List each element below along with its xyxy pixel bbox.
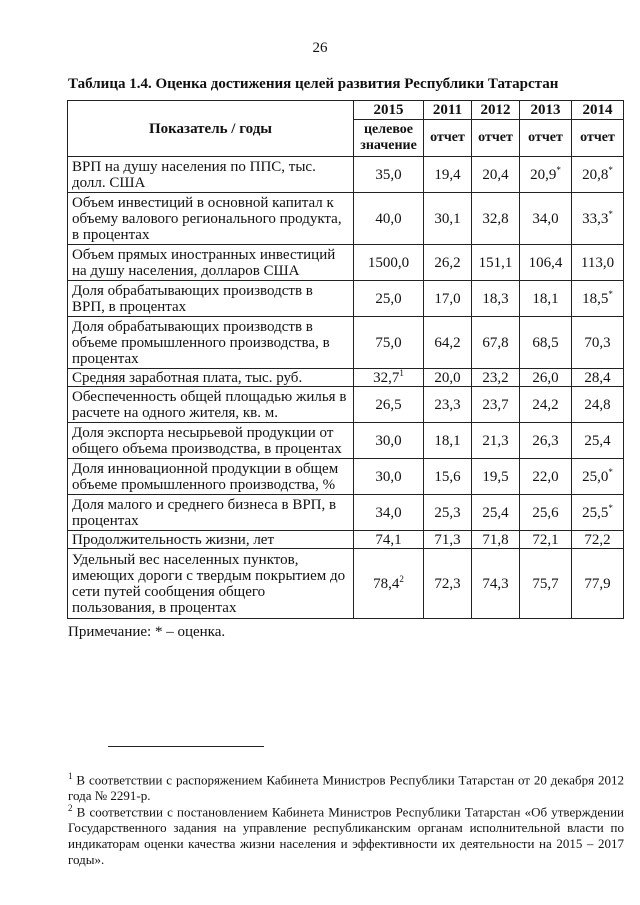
indicator-label: Объем прямых иностранных инвестиций на душу населения, долларов США (68, 245, 354, 281)
year-header: 2014 (572, 101, 624, 120)
value-text: 71,3 (434, 531, 461, 548)
report-value-cell (424, 531, 472, 549)
value-text: 20,8 (582, 166, 609, 183)
report-value-cell (424, 157, 472, 193)
value-text: 33,3 (582, 210, 609, 227)
table-row (68, 459, 624, 495)
target-value-cell (354, 423, 424, 459)
table-row (68, 495, 624, 531)
indicators-table (67, 100, 624, 619)
report-value-cell (520, 157, 572, 193)
report-value-cell (424, 245, 472, 281)
report-value-cell (472, 423, 520, 459)
report-value-cell (520, 549, 572, 619)
report-value-cell (424, 281, 472, 317)
value-text: 15,6 (434, 468, 461, 485)
indicator-label: Удельный вес населенных пунктов, имеющих дороги с твердым покрытием до сети путей сообщения общего пользования, в процентах (68, 549, 354, 619)
report-subheader: отчет (520, 120, 572, 157)
table-title: Таблица 1.4. Оценка достижения целей развития Республики Татарстан (68, 76, 559, 92)
footnote-mark: 1 (68, 771, 73, 781)
value-text: 20,0 (434, 369, 461, 386)
page-number: 26 (312, 40, 328, 56)
report-value-cell (424, 193, 472, 245)
value-text: 18,5 (582, 290, 609, 307)
report-value-cell (572, 531, 624, 549)
value-text: 30,0 (375, 432, 402, 449)
indicator-label: ВРП на душу населения по ППС, тыс. долл. США (68, 157, 354, 193)
value-text: 25,5 (582, 504, 609, 521)
table-row (68, 317, 624, 369)
estimate-mark: * (608, 502, 613, 513)
report-value-cell (520, 459, 572, 495)
report-value-cell (572, 549, 624, 619)
value-text: 20,9 (530, 166, 557, 183)
value-text: 25,4 (482, 504, 509, 521)
value-text: 23,7 (482, 396, 509, 413)
value-text: 32,8 (482, 210, 509, 227)
value-text: 24,2 (532, 396, 559, 413)
report-value-cell (472, 157, 520, 193)
estimate-mark: * (608, 208, 613, 219)
report-value-cell (472, 495, 520, 531)
footnote-mark: 2 (68, 803, 73, 813)
value-text: 70,3 (584, 334, 611, 351)
value-text: 40,0 (375, 210, 402, 227)
report-value-cell (424, 423, 472, 459)
value-text: 151,1 (478, 254, 513, 271)
indicator-label: Доля малого и среднего бизнеса в ВРП, в процентах (68, 495, 354, 531)
target-value-cell (354, 317, 424, 369)
report-value-cell (520, 531, 572, 549)
indicator-label: Доля инновационной продукции в общем объеме промышленного производства, % (68, 459, 354, 495)
report-value-cell (472, 245, 520, 281)
report-value-cell (424, 387, 472, 423)
table-row (68, 369, 624, 387)
value-text: 34,0 (375, 504, 402, 521)
value-text: 72,2 (584, 531, 611, 548)
report-value-cell (572, 245, 624, 281)
report-value-cell (572, 423, 624, 459)
target-value-cell (354, 459, 424, 495)
report-value-cell (424, 317, 472, 369)
value-text: 75,7 (532, 575, 559, 592)
report-value-cell (472, 387, 520, 423)
table-note: Примечание: * – оценка. (68, 624, 226, 640)
target-value-cell (354, 193, 424, 245)
value-text: 26,3 (532, 432, 559, 449)
target-value-subheader: целевое значение (354, 120, 424, 157)
target-value-cell (354, 157, 424, 193)
value-text: 72,3 (434, 575, 461, 592)
table-row (68, 531, 624, 549)
report-value-cell (572, 317, 624, 369)
value-text: 77,9 (584, 575, 611, 592)
footnote-ref: 1 (399, 367, 404, 378)
target-value-cell (354, 387, 424, 423)
value-text: 30,1 (434, 210, 461, 227)
estimate-mark: * (556, 164, 561, 175)
indicator-label: Доля экспорта несырьевой продукции от общего объема производства, в процентах (68, 423, 354, 459)
report-value-cell (520, 317, 572, 369)
report-value-cell (520, 423, 572, 459)
value-text: 25,0 (582, 468, 609, 485)
table-row (68, 423, 624, 459)
value-text: 23,2 (482, 369, 509, 386)
table-row (68, 245, 624, 281)
report-value-cell (472, 459, 520, 495)
value-text: 74,3 (482, 575, 509, 592)
target-value-cell (354, 549, 424, 619)
value-text: 18,1 (434, 432, 461, 449)
value-text: 22,0 (532, 468, 559, 485)
table-row (68, 281, 624, 317)
report-value-cell (472, 549, 520, 619)
value-text: 67,8 (482, 334, 509, 351)
value-text: 1500,0 (367, 254, 410, 271)
year-header: 2015 (354, 101, 424, 120)
report-subheader: отчет (572, 120, 624, 157)
value-text: 24,8 (584, 396, 611, 413)
value-text: 30,0 (375, 468, 402, 485)
value-text: 26,0 (532, 369, 559, 386)
footnote-text: В соответствии с распоряжением Кабинета Министров Республики Татарстан от 20 декабря 2012 года № 2291-р. (68, 772, 624, 804)
value-text: 71,8 (482, 531, 509, 548)
indicator-label: Доля обрабатывающих производств в ВРП, в процентах (68, 281, 354, 317)
report-value-cell (424, 495, 472, 531)
table-row (68, 549, 624, 619)
report-value-cell (424, 549, 472, 619)
value-text: 32,7 (373, 369, 400, 386)
report-value-cell (572, 495, 624, 531)
table-row (68, 193, 624, 245)
report-value-cell (520, 495, 572, 531)
value-text: 26,2 (434, 254, 461, 271)
target-value-cell (354, 281, 424, 317)
value-text: 106,4 (528, 254, 563, 271)
table-row (68, 387, 624, 423)
value-text: 72,1 (532, 531, 559, 548)
report-value-cell (520, 245, 572, 281)
target-value-cell (354, 245, 424, 281)
footnote-1 (68, 768, 624, 804)
footnote-text: В соответствии с постановлением Кабинета Министров Республики Татарстан «Об утверждении Государственного задания на управление республиканским органам исполнительной власти по индикаторам оценки качества жизни населения и эффективности их деятельности на 2015 – 2017 годы». (68, 804, 624, 868)
value-text: 64,2 (434, 334, 461, 351)
indicator-label: Доля обрабатывающих производств в объеме промышленного производства, в процентах (68, 317, 354, 369)
target-value-cell (354, 531, 424, 549)
report-subheader: отчет (424, 120, 472, 157)
estimate-mark: * (608, 288, 613, 299)
report-value-cell (472, 369, 520, 387)
estimate-mark: * (608, 164, 613, 175)
report-value-cell (572, 281, 624, 317)
report-value-cell (572, 193, 624, 245)
indicator-label: Обеспеченность общей площадью жилья в расчете на одного жителя, кв. м. (68, 387, 354, 423)
report-subheader: отчет (472, 120, 520, 157)
report-value-cell (520, 387, 572, 423)
indicator-label: Средняя заработная плата, тыс. руб. (68, 369, 354, 387)
value-text: 25,4 (584, 432, 611, 449)
value-text: 26,5 (375, 396, 402, 413)
value-text: 25,3 (434, 504, 461, 521)
value-text: 25,6 (532, 504, 559, 521)
report-value-cell (472, 317, 520, 369)
report-value-cell (572, 157, 624, 193)
report-value-cell (472, 281, 520, 317)
value-text: 21,3 (482, 432, 509, 449)
value-text: 35,0 (375, 166, 402, 183)
indicator-label: Объем инвестиций в основной капитал к объему валового регионального продукта, в процентах (68, 193, 354, 245)
value-text: 28,4 (584, 369, 611, 386)
value-text: 34,0 (532, 210, 559, 227)
report-value-cell (572, 369, 624, 387)
value-text: 113,0 (580, 254, 615, 271)
indicator-column-header: Показатель / годы (68, 101, 354, 157)
value-text: 78,4 (373, 575, 400, 592)
footnote-ref: 2 (399, 573, 404, 584)
report-value-cell (472, 193, 520, 245)
value-text: 74,1 (375, 531, 402, 548)
footnote-divider (108, 746, 264, 747)
value-text: 25,0 (375, 290, 402, 307)
target-value-cell (354, 369, 424, 387)
value-text: 18,1 (532, 290, 559, 307)
indicator-label: Продолжительность жизни, лет (68, 531, 354, 549)
value-text: 23,3 (434, 396, 461, 413)
report-value-cell (572, 459, 624, 495)
report-value-cell (520, 193, 572, 245)
year-header: 2013 (520, 101, 572, 120)
report-value-cell (520, 281, 572, 317)
value-text: 75,0 (375, 334, 402, 351)
value-text: 19,4 (434, 166, 461, 183)
year-header: 2012 (472, 101, 520, 120)
estimate-mark: * (608, 466, 613, 477)
footnote-2 (68, 800, 624, 868)
report-value-cell (424, 369, 472, 387)
value-text: 20,4 (482, 166, 509, 183)
year-header: 2011 (424, 101, 472, 120)
report-value-cell (520, 369, 572, 387)
value-text: 68,5 (532, 334, 559, 351)
value-text: 18,3 (482, 290, 509, 307)
target-value-cell (354, 495, 424, 531)
report-value-cell (472, 531, 520, 549)
value-text: 17,0 (434, 290, 461, 307)
table-row (68, 157, 624, 193)
table-body (68, 157, 624, 619)
value-text: 19,5 (482, 468, 509, 485)
report-value-cell (572, 387, 624, 423)
report-value-cell (424, 459, 472, 495)
